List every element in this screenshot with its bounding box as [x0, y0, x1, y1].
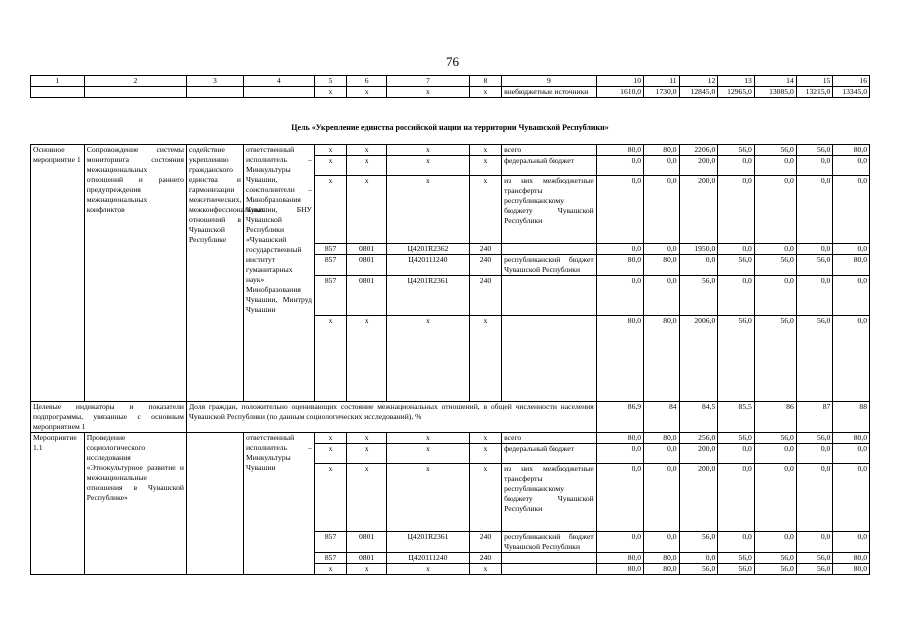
- value-cell: 0,0: [644, 464, 679, 532]
- section-code: 0801: [347, 276, 387, 316]
- section-code: x: [347, 564, 387, 575]
- target-article-code: x: [387, 156, 470, 176]
- value-cell: 0,0: [833, 532, 870, 553]
- value-cell: 0,0: [596, 276, 643, 316]
- funding-source: федеральный бюджет: [502, 156, 597, 176]
- target-article-code: x: [387, 316, 470, 402]
- value-cell: 200,0: [679, 464, 718, 532]
- expense-type-code: x: [469, 564, 501, 575]
- event-type: Мероприятие 1.1: [31, 433, 85, 575]
- cell-x: x: [314, 87, 346, 98]
- value-cell: 0,0: [718, 464, 755, 532]
- value-cell: 56,0: [796, 316, 833, 402]
- target-article-code: Ц420111240: [387, 553, 470, 564]
- col-num: 12: [679, 76, 718, 87]
- value-cell: 56,0: [796, 433, 833, 444]
- value-cell: 80,0: [596, 316, 643, 402]
- value-cell: 56,0: [796, 145, 833, 156]
- main-table: [30, 144, 870, 575]
- col-num: 1: [31, 76, 85, 87]
- funding-source: [502, 553, 597, 564]
- indicator-label: Целевые индикаторы и показатели подпрограммы, увязанные с основным мероприятием 1: [31, 402, 187, 433]
- section-code: x: [347, 444, 387, 464]
- value-cell: 0,0: [718, 176, 755, 244]
- event-goal: содействие укреплению гражданского единства и гармонизации межэтнических, межконфессиональных отношений в Чувашской Республике: [186, 145, 243, 402]
- value-cell: 0,0: [796, 176, 833, 244]
- value-cell: 0,0: [644, 276, 679, 316]
- value-cell: 1950,0: [679, 244, 718, 255]
- value-cell: 0,0: [679, 553, 718, 564]
- value-cell: 0,0: [796, 444, 833, 464]
- col-num: 13: [718, 76, 755, 87]
- section-code: x: [347, 145, 387, 156]
- section-code: x: [347, 316, 387, 402]
- indicator-value: 86,9: [596, 402, 643, 433]
- event-type: Основное мероприятие 1: [31, 145, 85, 402]
- value-cell: 0,0: [679, 255, 718, 276]
- value-cell: 13215,0: [796, 87, 833, 98]
- expense-type-code: x: [469, 433, 501, 444]
- grbs-code: 857: [314, 532, 346, 553]
- value-cell: 0,0: [796, 464, 833, 532]
- offbudget-row: [31, 87, 870, 98]
- indicator-row: [31, 402, 870, 433]
- grbs-code: x: [314, 156, 346, 176]
- value-cell: 0,0: [833, 464, 870, 532]
- funding-source: всего: [502, 145, 597, 156]
- col-num: 6: [347, 76, 387, 87]
- grbs-code: x: [314, 464, 346, 532]
- col-num: 9: [502, 76, 597, 87]
- page-number: 76: [446, 54, 459, 69]
- value-cell: 200,0: [679, 444, 718, 464]
- value-cell: 0,0: [644, 156, 679, 176]
- col-num: 14: [754, 76, 796, 87]
- expense-type-code: 240: [469, 553, 501, 564]
- value-cell: 56,0: [718, 553, 755, 564]
- target-article-code: x: [387, 464, 470, 532]
- funding-source: республиканский бюджет Чувашской Республики: [502, 532, 597, 553]
- value-cell: 80,0: [644, 433, 679, 444]
- section-code: 0801: [347, 255, 387, 276]
- target-article-code: x: [387, 176, 470, 244]
- value-cell: 80,0: [644, 145, 679, 156]
- grbs-code: x: [314, 176, 346, 244]
- target-article-code: x: [387, 564, 470, 575]
- col-num: 15: [796, 76, 833, 87]
- section-code: x: [347, 176, 387, 244]
- funding-source: республиканский бюджет Чувашской Республики: [502, 255, 597, 276]
- funding-source: [502, 316, 597, 402]
- col-num: 4: [243, 76, 314, 87]
- value-cell: 56,0: [679, 564, 718, 575]
- expense-type-code: x: [469, 156, 501, 176]
- value-cell: 80,0: [833, 145, 870, 156]
- grbs-code: 857: [314, 244, 346, 255]
- expense-type-code: x: [469, 316, 501, 402]
- value-cell: 56,0: [796, 255, 833, 276]
- funding-source: всего: [502, 433, 597, 444]
- goal-title: Цель «Укрепление единства российской нации на территории Чувашской Республики»: [291, 123, 609, 132]
- grbs-code: 857: [314, 255, 346, 276]
- value-cell: 0,0: [796, 156, 833, 176]
- value-cell: 0,0: [596, 156, 643, 176]
- indicator-value: 88: [833, 402, 870, 433]
- cell-x: x: [347, 87, 387, 98]
- grbs-code: 857: [314, 553, 346, 564]
- funding-source: федеральный бюджет: [502, 444, 597, 464]
- value-cell: 80,0: [833, 564, 870, 575]
- value-cell: 0,0: [718, 276, 755, 316]
- value-cell: 0,0: [718, 156, 755, 176]
- col-num: 8: [469, 76, 501, 87]
- value-cell: 80,0: [596, 255, 643, 276]
- value-cell: 0,0: [596, 244, 643, 255]
- value-cell: 200,0: [679, 156, 718, 176]
- value-cell: 13085,0: [754, 87, 796, 98]
- value-cell: 13345,0: [833, 87, 870, 98]
- value-cell: 0,0: [644, 176, 679, 244]
- indicator-value: 84,5: [679, 402, 718, 433]
- event-name: Сопровождение системы мониторинга состояния межнациональных отношений и раннего предупреждения межнациональных конфликтов: [84, 145, 186, 402]
- expense-type-code: 240: [469, 244, 501, 255]
- value-cell: 56,0: [718, 145, 755, 156]
- value-cell: 0,0: [754, 244, 796, 255]
- grbs-code: x: [314, 444, 346, 464]
- value-cell: 0,0: [718, 532, 755, 553]
- value-cell: 0,0: [644, 444, 679, 464]
- value-cell: 56,0: [754, 433, 796, 444]
- target-article-code: x: [387, 433, 470, 444]
- value-cell: 0,0: [754, 532, 796, 553]
- target-article-code: Ц4201R2361: [387, 276, 470, 316]
- indicator-text: Доля граждан, положительно оценивающих состояние межнациональных отношений, в общей численности населения Чувашской Республики (по данным социологических исследований), %: [186, 402, 596, 433]
- value-cell: 0,0: [796, 276, 833, 316]
- value-cell: 56,0: [754, 145, 796, 156]
- value-cell: 0,0: [833, 176, 870, 244]
- value-cell: 80,0: [833, 553, 870, 564]
- section-code: 0801: [347, 244, 387, 255]
- col-num: 11: [644, 76, 679, 87]
- value-cell: 0,0: [754, 176, 796, 244]
- value-cell: 80,0: [596, 145, 643, 156]
- col-num: 16: [833, 76, 870, 87]
- funding-source: [502, 244, 597, 255]
- expense-type-code: 240: [469, 532, 501, 553]
- value-cell: 56,0: [718, 564, 755, 575]
- cell-x: x: [469, 87, 501, 98]
- value-cell: 0,0: [796, 532, 833, 553]
- col-num: 10: [596, 76, 643, 87]
- value-cell: 1730,0: [644, 87, 679, 98]
- grbs-code: x: [314, 433, 346, 444]
- value-cell: 12965,0: [718, 87, 755, 98]
- value-cell: 0,0: [718, 244, 755, 255]
- grbs-code: 857: [314, 276, 346, 316]
- col-num: 2: [84, 76, 186, 87]
- value-cell: 256,0: [679, 433, 718, 444]
- value-cell: 56,0: [679, 276, 718, 316]
- target-article-code: x: [387, 145, 470, 156]
- value-cell: 56,0: [796, 564, 833, 575]
- cell-x: x: [387, 87, 470, 98]
- value-cell: 1610,0: [596, 87, 643, 98]
- section-code: x: [347, 156, 387, 176]
- target-article-code: Ц420111240: [387, 255, 470, 276]
- value-cell: 0,0: [596, 444, 643, 464]
- value-cell: 80,0: [644, 255, 679, 276]
- budget-row: [31, 145, 870, 156]
- value-cell: 56,0: [796, 553, 833, 564]
- value-cell: 56,0: [718, 316, 755, 402]
- indicator-value: 84: [644, 402, 679, 433]
- value-cell: 12845,0: [679, 87, 718, 98]
- value-cell: 0,0: [718, 444, 755, 464]
- value-cell: 56,0: [718, 255, 755, 276]
- value-cell: 56,0: [718, 433, 755, 444]
- expense-type-code: x: [469, 176, 501, 244]
- section-code: x: [347, 433, 387, 444]
- value-cell: 0,0: [754, 444, 796, 464]
- value-cell: 200,0: [679, 176, 718, 244]
- target-article-code: x: [387, 444, 470, 464]
- value-cell: 2006,0: [679, 316, 718, 402]
- value-cell: 80,0: [644, 564, 679, 575]
- expense-type-code: x: [469, 145, 501, 156]
- value-cell: 0,0: [833, 276, 870, 316]
- value-cell: 0,0: [644, 532, 679, 553]
- target-article-code: Ц4201R2361: [387, 532, 470, 553]
- event-executors: ответственный исполнитель – Минкультуры Чувашии, соисполнители – Минобразования Чувашии, БНУ Чувашской Республики «Чувашский государственный институт гуманитарных наук» Минобразования Чувашии, Минтруд Чувашии: [243, 145, 314, 402]
- value-cell: 80,0: [596, 553, 643, 564]
- budget-row: [31, 433, 870, 444]
- funding-source: [502, 564, 597, 575]
- value-cell: 56,0: [754, 553, 796, 564]
- value-cell: 80,0: [644, 316, 679, 402]
- value-cell: 2206,0: [679, 145, 718, 156]
- value-cell: 80,0: [596, 564, 643, 575]
- event-executors: ответственный исполнитель – Минкультуры Чувашии: [243, 433, 314, 575]
- funding-source: из них межбюджетные трансферты республиканскому бюджету Чувашской Республики: [502, 464, 597, 532]
- expense-type-code: 240: [469, 276, 501, 316]
- value-cell: 56,0: [754, 316, 796, 402]
- indicator-value: 86: [754, 402, 796, 433]
- section-code: 0801: [347, 532, 387, 553]
- value-cell: 0,0: [833, 444, 870, 464]
- expense-type-code: x: [469, 444, 501, 464]
- value-cell: 80,0: [833, 255, 870, 276]
- value-cell: 80,0: [644, 553, 679, 564]
- grbs-code: x: [314, 145, 346, 156]
- indicator-value: 85,5: [718, 402, 755, 433]
- value-cell: 56,0: [679, 532, 718, 553]
- expense-type-code: x: [469, 464, 501, 532]
- grbs-code: x: [314, 316, 346, 402]
- funding-source: [502, 276, 597, 316]
- col-num: 3: [186, 76, 243, 87]
- value-cell: 0,0: [833, 244, 870, 255]
- header-table: [30, 75, 870, 98]
- target-article-code: Ц4201R2362: [387, 244, 470, 255]
- indicator-value: 87: [796, 402, 833, 433]
- event-name: Проведение социологического исследования «Этнокультурное развитие и межнациональные отношения в Чувашской Республике»: [84, 433, 186, 575]
- section-code: x: [347, 464, 387, 532]
- value-cell: 56,0: [754, 564, 796, 575]
- value-cell: 0,0: [754, 276, 796, 316]
- value-cell: 0,0: [644, 244, 679, 255]
- value-cell: 0,0: [596, 464, 643, 532]
- col-num: 7: [387, 76, 470, 87]
- value-cell: 80,0: [596, 433, 643, 444]
- section-code: 0801: [347, 553, 387, 564]
- funding-source: внебюджетные источники: [502, 87, 597, 98]
- event-goal: [186, 433, 243, 575]
- value-cell: 0,0: [596, 176, 643, 244]
- value-cell: 0,0: [833, 316, 870, 402]
- value-cell: 80,0: [833, 433, 870, 444]
- expense-type-code: 240: [469, 255, 501, 276]
- col-num: 5: [314, 76, 346, 87]
- value-cell: 0,0: [833, 156, 870, 176]
- column-number-row: [31, 76, 870, 87]
- value-cell: 0,0: [754, 156, 796, 176]
- value-cell: 56,0: [754, 255, 796, 276]
- funding-source: из них межбюджетные трансферты республиканскому бюджету Чувашской Республики: [502, 176, 597, 244]
- grbs-code: x: [314, 564, 346, 575]
- value-cell: 0,0: [796, 244, 833, 255]
- value-cell: 0,0: [754, 464, 796, 532]
- value-cell: 0,0: [596, 532, 643, 553]
